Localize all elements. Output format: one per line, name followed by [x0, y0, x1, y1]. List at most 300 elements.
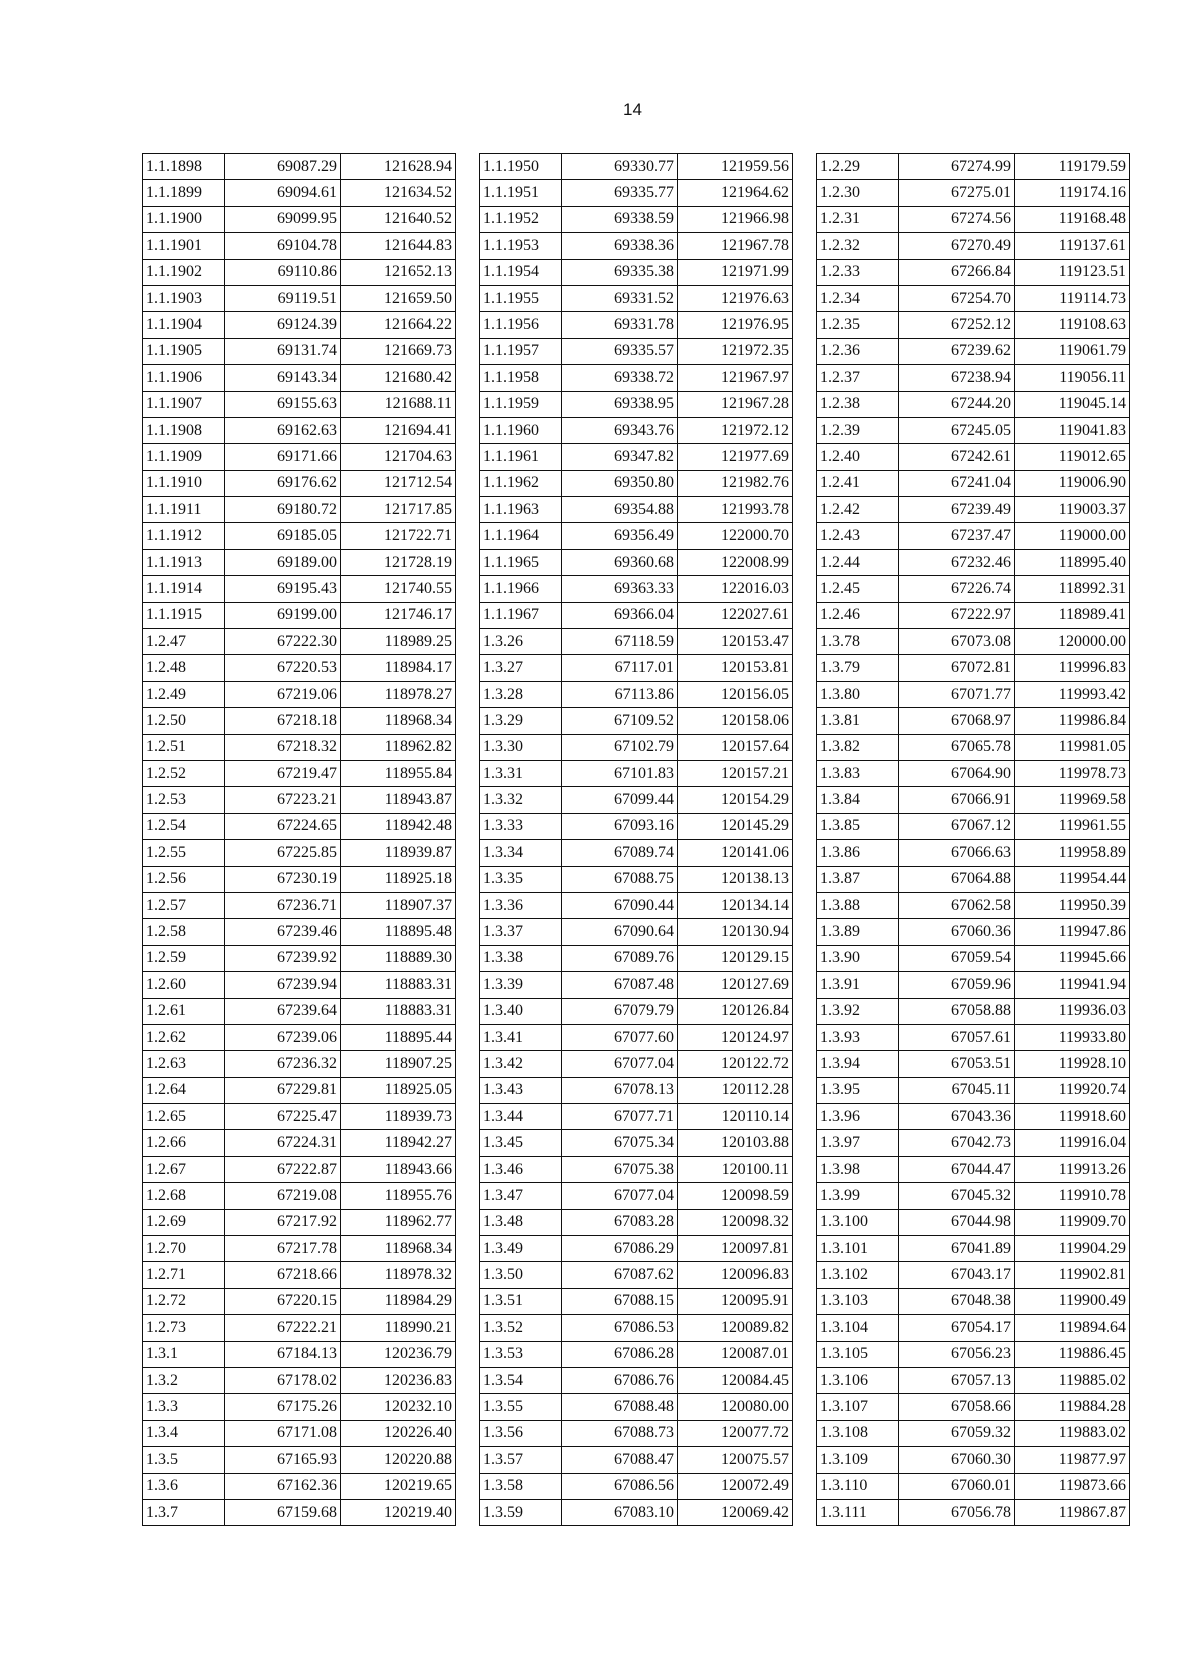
y-coordinate-cell: 118995.40	[1015, 549, 1130, 575]
y-coordinate-cell: 120069.42	[678, 1499, 793, 1525]
point-id-cell: 1.3.106	[817, 1367, 899, 1393]
y-coordinate-cell: 118968.34	[341, 708, 456, 734]
x-coordinate-cell: 67244.20	[899, 391, 1015, 417]
point-id-cell: 1.1.1953	[480, 233, 562, 259]
y-coordinate-cell: 121634.52	[341, 180, 456, 206]
y-coordinate-cell: 119884.28	[1015, 1394, 1130, 1420]
table-row	[480, 338, 793, 364]
x-coordinate-cell: 69143.34	[225, 365, 341, 391]
point-id-cell: 1.3.78	[817, 629, 899, 655]
x-coordinate-cell: 67089.74	[562, 840, 678, 866]
x-coordinate-cell: 67075.38	[562, 1156, 678, 1182]
x-coordinate-cell: 69124.39	[225, 312, 341, 338]
table-row	[480, 259, 793, 285]
y-coordinate-cell: 119986.84	[1015, 708, 1130, 734]
table-row	[817, 1077, 1130, 1103]
point-id-cell: 1.1.1910	[143, 470, 225, 496]
y-coordinate-cell: 118883.31	[341, 998, 456, 1024]
table-row	[817, 1183, 1130, 1209]
point-id-cell: 1.3.93	[817, 1024, 899, 1050]
table-row	[480, 945, 793, 971]
table-row	[480, 681, 793, 707]
table-row	[143, 576, 456, 602]
y-coordinate-cell: 121976.63	[678, 285, 793, 311]
y-coordinate-cell: 120095.91	[678, 1288, 793, 1314]
y-coordinate-cell: 120141.06	[678, 840, 793, 866]
y-coordinate-cell: 119041.83	[1015, 417, 1130, 443]
table-row	[143, 972, 456, 998]
point-id-cell: 1.3.98	[817, 1156, 899, 1182]
table-row	[817, 549, 1130, 575]
point-id-cell: 1.2.40	[817, 444, 899, 470]
point-id-cell: 1.1.1898	[143, 154, 225, 180]
y-coordinate-cell: 121967.97	[678, 365, 793, 391]
table-row	[817, 760, 1130, 786]
y-coordinate-cell: 120100.11	[678, 1156, 793, 1182]
y-coordinate-cell: 118943.66	[341, 1156, 456, 1182]
point-id-cell: 1.3.56	[480, 1420, 562, 1446]
y-coordinate-cell: 119954.44	[1015, 866, 1130, 892]
y-coordinate-cell: 119958.89	[1015, 840, 1130, 866]
y-coordinate-cell: 118955.84	[341, 760, 456, 786]
point-id-cell: 1.1.1962	[480, 470, 562, 496]
y-coordinate-cell: 119900.49	[1015, 1288, 1130, 1314]
x-coordinate-cell: 67239.46	[225, 919, 341, 945]
table-row	[480, 1051, 793, 1077]
table-row	[817, 1315, 1130, 1341]
x-coordinate-cell: 67219.08	[225, 1183, 341, 1209]
table-row	[143, 655, 456, 681]
point-id-cell: 1.2.47	[143, 629, 225, 655]
point-id-cell: 1.3.92	[817, 998, 899, 1024]
point-id-cell: 1.2.36	[817, 338, 899, 364]
y-coordinate-cell: 120130.94	[678, 919, 793, 945]
point-id-cell: 1.3.87	[817, 866, 899, 892]
y-coordinate-cell: 119174.16	[1015, 180, 1130, 206]
y-coordinate-cell: 119061.79	[1015, 338, 1130, 364]
x-coordinate-cell: 69199.00	[225, 602, 341, 628]
x-coordinate-cell: 67239.92	[225, 945, 341, 971]
y-coordinate-cell: 121717.85	[341, 497, 456, 523]
table-row	[817, 444, 1130, 470]
x-coordinate-cell: 69347.82	[562, 444, 678, 470]
x-coordinate-cell: 67230.19	[225, 866, 341, 892]
x-coordinate-cell: 67073.08	[899, 629, 1015, 655]
y-coordinate-cell: 121959.56	[678, 154, 793, 180]
table-row	[480, 1104, 793, 1130]
y-coordinate-cell: 121644.83	[341, 233, 456, 259]
y-coordinate-cell: 118962.82	[341, 734, 456, 760]
x-coordinate-cell: 67056.23	[899, 1341, 1015, 1367]
x-coordinate-cell: 67059.54	[899, 945, 1015, 971]
point-id-cell: 1.3.86	[817, 840, 899, 866]
point-id-cell: 1.3.111	[817, 1499, 899, 1525]
y-coordinate-cell: 120220.88	[341, 1447, 456, 1473]
x-coordinate-cell: 67064.88	[899, 866, 1015, 892]
y-coordinate-cell: 120236.83	[341, 1367, 456, 1393]
table-row	[480, 1024, 793, 1050]
point-id-cell: 1.1.1954	[480, 259, 562, 285]
y-coordinate-cell: 118939.73	[341, 1104, 456, 1130]
point-id-cell: 1.3.108	[817, 1420, 899, 1446]
y-coordinate-cell: 119981.05	[1015, 734, 1130, 760]
point-id-cell: 1.2.66	[143, 1130, 225, 1156]
x-coordinate-cell: 67270.49	[899, 233, 1015, 259]
y-coordinate-cell: 119114.73	[1015, 285, 1130, 311]
x-coordinate-cell: 69338.59	[562, 206, 678, 232]
table-row	[817, 892, 1130, 918]
x-coordinate-cell: 69185.05	[225, 523, 341, 549]
y-coordinate-cell: 118907.25	[341, 1051, 456, 1077]
point-id-cell: 1.3.49	[480, 1236, 562, 1262]
y-coordinate-cell: 121694.41	[341, 417, 456, 443]
point-id-cell: 1.2.43	[817, 523, 899, 549]
point-id-cell: 1.1.1907	[143, 391, 225, 417]
table-row	[480, 1262, 793, 1288]
point-id-cell: 1.2.37	[817, 365, 899, 391]
x-coordinate-cell: 67090.44	[562, 892, 678, 918]
y-coordinate-cell: 121664.22	[341, 312, 456, 338]
x-coordinate-cell: 67048.38	[899, 1288, 1015, 1314]
point-id-cell: 1.3.46	[480, 1156, 562, 1182]
y-coordinate-cell: 121740.55	[341, 576, 456, 602]
point-id-cell: 1.3.58	[480, 1473, 562, 1499]
x-coordinate-cell: 67225.47	[225, 1104, 341, 1130]
point-id-cell: 1.2.51	[143, 734, 225, 760]
x-coordinate-cell: 67053.51	[899, 1051, 1015, 1077]
table-row	[480, 285, 793, 311]
y-coordinate-cell: 119918.60	[1015, 1104, 1130, 1130]
table-row	[143, 180, 456, 206]
y-coordinate-cell: 118978.32	[341, 1262, 456, 1288]
table-row	[480, 1156, 793, 1182]
y-coordinate-cell: 121982.76	[678, 470, 793, 496]
x-coordinate-cell: 67043.17	[899, 1262, 1015, 1288]
x-coordinate-cell: 67178.02	[225, 1367, 341, 1393]
table-row	[817, 972, 1130, 998]
point-id-cell: 1.1.1902	[143, 259, 225, 285]
x-coordinate-cell: 67222.87	[225, 1156, 341, 1182]
table-row	[143, 1447, 456, 1473]
point-id-cell: 1.3.36	[480, 892, 562, 918]
y-coordinate-cell: 120110.14	[678, 1104, 793, 1130]
y-coordinate-cell: 122016.03	[678, 576, 793, 602]
y-coordinate-cell: 120219.40	[341, 1499, 456, 1525]
y-coordinate-cell: 122027.61	[678, 602, 793, 628]
x-coordinate-cell: 67101.83	[562, 760, 678, 786]
table-row	[480, 154, 793, 180]
point-id-cell: 1.2.68	[143, 1183, 225, 1209]
table-row	[817, 840, 1130, 866]
point-id-cell: 1.3.45	[480, 1130, 562, 1156]
x-coordinate-cell: 67266.84	[899, 259, 1015, 285]
coordinate-table-1	[142, 153, 456, 1526]
y-coordinate-cell: 119137.61	[1015, 233, 1130, 259]
x-coordinate-cell: 67044.98	[899, 1209, 1015, 1235]
point-id-cell: 1.3.47	[480, 1183, 562, 1209]
point-id-cell: 1.2.57	[143, 892, 225, 918]
y-coordinate-cell: 119012.65	[1015, 444, 1130, 470]
table-row	[143, 681, 456, 707]
table-row	[480, 180, 793, 206]
y-coordinate-cell: 119928.10	[1015, 1051, 1130, 1077]
table-row	[143, 1051, 456, 1077]
point-id-cell: 1.1.1964	[480, 523, 562, 549]
y-coordinate-cell: 119993.42	[1015, 681, 1130, 707]
table-row	[817, 523, 1130, 549]
x-coordinate-cell: 69162.63	[225, 417, 341, 443]
point-id-cell: 1.2.34	[817, 285, 899, 311]
x-coordinate-cell: 69155.63	[225, 391, 341, 417]
point-id-cell: 1.3.99	[817, 1183, 899, 1209]
table-row	[817, 708, 1130, 734]
table-row	[480, 1341, 793, 1367]
point-id-cell: 1.3.88	[817, 892, 899, 918]
coordinate-table-3	[816, 153, 1130, 1526]
y-coordinate-cell: 119947.86	[1015, 919, 1130, 945]
x-coordinate-cell: 67066.91	[899, 787, 1015, 813]
point-id-cell: 1.3.37	[480, 919, 562, 945]
y-coordinate-cell: 119902.81	[1015, 1262, 1130, 1288]
point-id-cell: 1.3.82	[817, 734, 899, 760]
table-row	[817, 1420, 1130, 1446]
y-coordinate-cell: 121640.52	[341, 206, 456, 232]
y-coordinate-cell: 120226.40	[341, 1420, 456, 1446]
table-row	[480, 417, 793, 443]
table-row	[817, 1288, 1130, 1314]
table-row	[817, 497, 1130, 523]
point-id-cell: 1.1.1913	[143, 549, 225, 575]
table-row	[817, 655, 1130, 681]
point-id-cell: 1.2.55	[143, 840, 225, 866]
point-id-cell: 1.3.29	[480, 708, 562, 734]
table-row	[817, 154, 1130, 180]
table-row	[143, 1288, 456, 1314]
table-row	[480, 1077, 793, 1103]
point-id-cell: 1.3.7	[143, 1499, 225, 1525]
table-row	[817, 1209, 1130, 1235]
x-coordinate-cell: 69119.51	[225, 285, 341, 311]
point-id-cell: 1.3.103	[817, 1288, 899, 1314]
table-row	[143, 1024, 456, 1050]
point-id-cell: 1.3.44	[480, 1104, 562, 1130]
point-id-cell: 1.2.72	[143, 1288, 225, 1314]
x-coordinate-cell: 67087.48	[562, 972, 678, 998]
table-row	[143, 470, 456, 496]
point-id-cell: 1.3.100	[817, 1209, 899, 1235]
y-coordinate-cell: 120122.72	[678, 1051, 793, 1077]
x-coordinate-cell: 67057.61	[899, 1024, 1015, 1050]
x-coordinate-cell: 69366.04	[562, 602, 678, 628]
y-coordinate-cell: 118989.41	[1015, 602, 1130, 628]
x-coordinate-cell: 69338.72	[562, 365, 678, 391]
x-coordinate-cell: 67089.76	[562, 945, 678, 971]
table-row	[143, 813, 456, 839]
point-id-cell: 1.3.39	[480, 972, 562, 998]
x-coordinate-cell: 69094.61	[225, 180, 341, 206]
y-coordinate-cell: 121669.73	[341, 338, 456, 364]
table-row	[817, 681, 1130, 707]
table-row	[143, 233, 456, 259]
table-row	[480, 1420, 793, 1446]
x-coordinate-cell: 67118.59	[562, 629, 678, 655]
table-row	[143, 708, 456, 734]
y-coordinate-cell: 120134.14	[678, 892, 793, 918]
table-row	[143, 866, 456, 892]
table-row	[480, 365, 793, 391]
y-coordinate-cell: 121728.19	[341, 549, 456, 575]
table-row	[817, 866, 1130, 892]
y-coordinate-cell: 119000.00	[1015, 523, 1130, 549]
point-id-cell: 1.2.63	[143, 1051, 225, 1077]
table-row	[480, 629, 793, 655]
point-id-cell: 1.3.34	[480, 840, 562, 866]
x-coordinate-cell: 67217.78	[225, 1236, 341, 1262]
point-id-cell: 1.2.67	[143, 1156, 225, 1182]
table-row	[480, 523, 793, 549]
y-coordinate-cell: 120145.29	[678, 813, 793, 839]
point-id-cell: 1.2.60	[143, 972, 225, 998]
x-coordinate-cell: 69131.74	[225, 338, 341, 364]
y-coordinate-cell: 121993.78	[678, 497, 793, 523]
y-coordinate-cell: 121746.17	[341, 602, 456, 628]
y-coordinate-cell: 119909.70	[1015, 1209, 1130, 1235]
x-coordinate-cell: 67175.26	[225, 1394, 341, 1420]
point-id-cell: 1.3.52	[480, 1315, 562, 1341]
x-coordinate-cell: 67043.36	[899, 1104, 1015, 1130]
table-row	[143, 1473, 456, 1499]
table-row	[480, 206, 793, 232]
point-id-cell: 1.3.50	[480, 1262, 562, 1288]
point-id-cell: 1.1.1908	[143, 417, 225, 443]
point-id-cell: 1.2.52	[143, 760, 225, 786]
table-row	[817, 180, 1130, 206]
y-coordinate-cell: 120089.82	[678, 1315, 793, 1341]
point-id-cell: 1.1.1899	[143, 180, 225, 206]
point-id-cell: 1.1.1952	[480, 206, 562, 232]
table-row	[817, 206, 1130, 232]
y-coordinate-cell: 120236.79	[341, 1341, 456, 1367]
y-coordinate-cell: 118955.76	[341, 1183, 456, 1209]
point-id-cell: 1.3.30	[480, 734, 562, 760]
table-row	[143, 312, 456, 338]
y-coordinate-cell: 119873.66	[1015, 1473, 1130, 1499]
table-row	[480, 1183, 793, 1209]
x-coordinate-cell: 69343.76	[562, 417, 678, 443]
table-row	[817, 1262, 1130, 1288]
x-coordinate-cell: 67241.04	[899, 470, 1015, 496]
point-id-cell: 1.3.43	[480, 1077, 562, 1103]
point-id-cell: 1.3.26	[480, 629, 562, 655]
point-id-cell: 1.3.5	[143, 1447, 225, 1473]
point-id-cell: 1.1.1909	[143, 444, 225, 470]
table-row	[480, 1499, 793, 1525]
table-row	[817, 1051, 1130, 1077]
x-coordinate-cell: 69350.80	[562, 470, 678, 496]
point-id-cell: 1.3.59	[480, 1499, 562, 1525]
x-coordinate-cell: 67078.13	[562, 1077, 678, 1103]
table-row	[480, 866, 793, 892]
table-row	[143, 1394, 456, 1420]
x-coordinate-cell: 69335.38	[562, 259, 678, 285]
table-row	[480, 998, 793, 1024]
point-id-cell: 1.3.96	[817, 1104, 899, 1130]
y-coordinate-cell: 119867.87	[1015, 1499, 1130, 1525]
point-id-cell: 1.3.105	[817, 1341, 899, 1367]
table-row	[480, 1130, 793, 1156]
point-id-cell: 1.2.44	[817, 549, 899, 575]
x-coordinate-cell: 67113.86	[562, 681, 678, 707]
table-row	[480, 892, 793, 918]
point-id-cell: 1.1.1951	[480, 180, 562, 206]
point-id-cell: 1.2.32	[817, 233, 899, 259]
x-coordinate-cell: 67099.44	[562, 787, 678, 813]
x-coordinate-cell: 69176.62	[225, 470, 341, 496]
table-row	[143, 206, 456, 232]
x-coordinate-cell: 67075.34	[562, 1130, 678, 1156]
x-coordinate-cell: 69331.78	[562, 312, 678, 338]
point-id-cell: 1.2.58	[143, 919, 225, 945]
table-row	[817, 1447, 1130, 1473]
x-coordinate-cell: 67086.53	[562, 1315, 678, 1341]
x-coordinate-cell: 67239.49	[899, 497, 1015, 523]
point-id-cell: 1.1.1915	[143, 602, 225, 628]
point-id-cell: 1.3.3	[143, 1394, 225, 1420]
x-coordinate-cell: 69356.49	[562, 523, 678, 549]
table-row	[480, 312, 793, 338]
table-row	[817, 998, 1130, 1024]
y-coordinate-cell: 120153.47	[678, 629, 793, 655]
table-row	[480, 1473, 793, 1499]
x-coordinate-cell: 69363.33	[562, 576, 678, 602]
x-coordinate-cell: 67218.66	[225, 1262, 341, 1288]
y-coordinate-cell: 119179.59	[1015, 154, 1130, 180]
point-id-cell: 1.1.1960	[480, 417, 562, 443]
x-coordinate-cell: 67042.73	[899, 1130, 1015, 1156]
x-coordinate-cell: 67242.61	[899, 444, 1015, 470]
y-coordinate-cell: 118925.05	[341, 1077, 456, 1103]
point-id-cell: 1.2.41	[817, 470, 899, 496]
point-id-cell: 1.1.1958	[480, 365, 562, 391]
y-coordinate-cell: 119894.64	[1015, 1315, 1130, 1341]
point-id-cell: 1.2.42	[817, 497, 899, 523]
x-coordinate-cell: 69180.72	[225, 497, 341, 523]
table-row	[817, 470, 1130, 496]
table-row	[817, 813, 1130, 839]
table-row	[143, 1236, 456, 1262]
table-row	[817, 1394, 1130, 1420]
point-id-cell: 1.1.1906	[143, 365, 225, 391]
x-coordinate-cell: 67222.21	[225, 1315, 341, 1341]
x-coordinate-cell: 67058.66	[899, 1394, 1015, 1420]
table-row	[817, 576, 1130, 602]
point-id-cell: 1.1.1914	[143, 576, 225, 602]
point-id-cell: 1.2.45	[817, 576, 899, 602]
y-coordinate-cell: 121659.50	[341, 285, 456, 311]
point-id-cell: 1.3.104	[817, 1315, 899, 1341]
x-coordinate-cell: 67071.77	[899, 681, 1015, 707]
table-row	[143, 1156, 456, 1182]
x-coordinate-cell: 67060.30	[899, 1447, 1015, 1473]
point-id-cell: 1.3.107	[817, 1394, 899, 1420]
x-coordinate-cell: 67159.68	[225, 1499, 341, 1525]
table-row	[480, 1288, 793, 1314]
y-coordinate-cell: 120096.83	[678, 1262, 793, 1288]
x-coordinate-cell: 67117.01	[562, 655, 678, 681]
x-coordinate-cell: 67109.52	[562, 708, 678, 734]
x-coordinate-cell: 67044.47	[899, 1156, 1015, 1182]
table-row	[480, 1315, 793, 1341]
